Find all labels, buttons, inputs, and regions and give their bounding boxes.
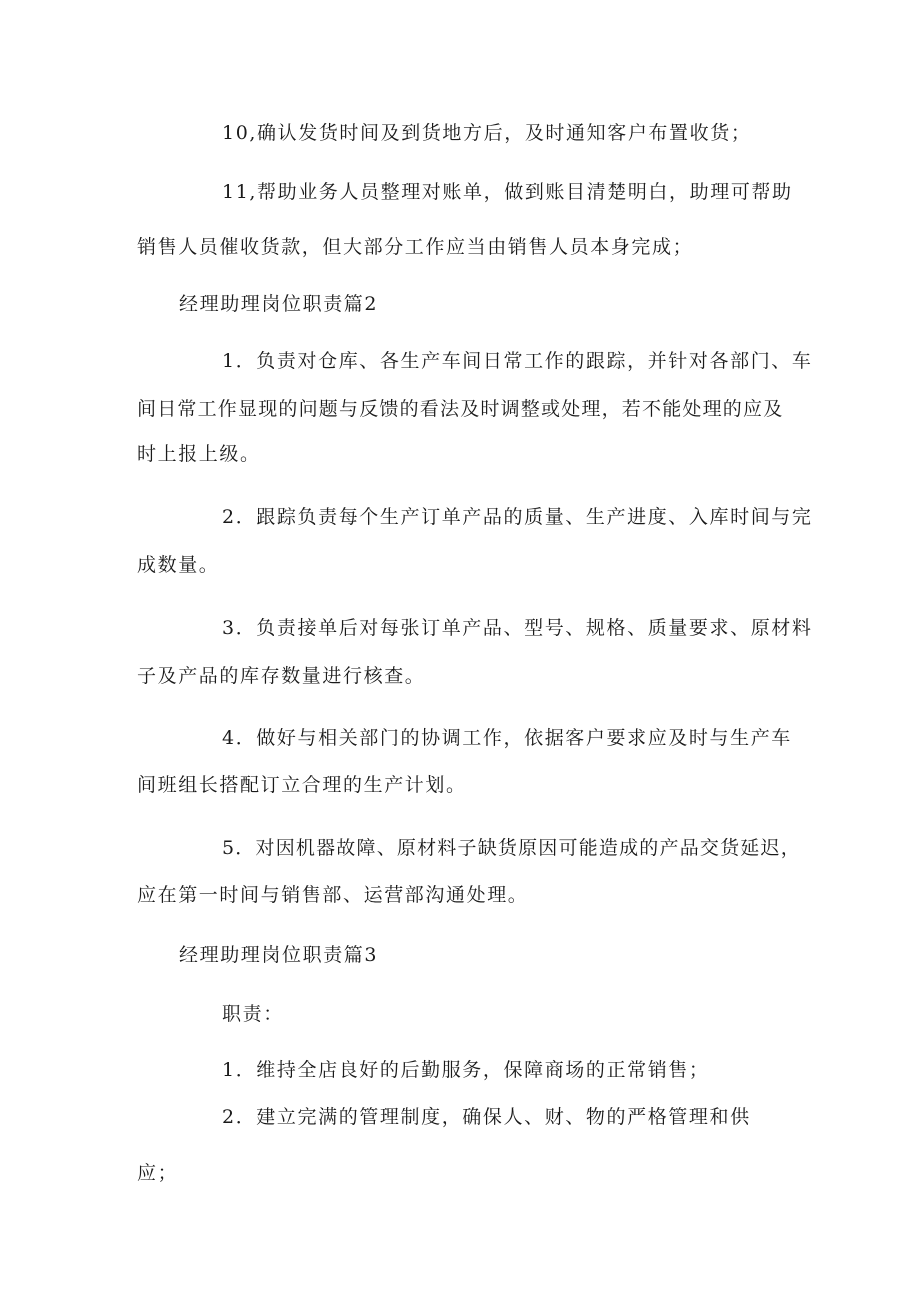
item-2-1-line-2: 间日常工作显现的问题与反馈的看法及时调整或处理，若不能处理的应及 <box>137 398 784 420</box>
item-2-1-line-3: 时上报上级。 <box>137 443 261 465</box>
paragraph-11-line-2: 销售人员催收货款，但大部分工作应当由销售人员本身完成； <box>137 236 694 258</box>
paragraph-11-line-1: 11,帮助业务人员整理对账单，做到账目清楚明白，助理可帮助 <box>222 181 793 203</box>
section-heading-3: 经理助理岗位职责篇3 <box>179 944 379 966</box>
item-2-2-line-1: 2．跟踪负责每个生产订单产品的质量、生产进度、入库时间与完 <box>222 506 813 528</box>
item-2-5-line-2: 应在第一时间与销售部、运营部沟通处理。 <box>137 884 529 906</box>
section-heading-2: 经理助理岗位职责篇2 <box>179 293 379 315</box>
item-3-2-line-2: 应； <box>137 1162 179 1184</box>
item-2-4-line-1: 4．做好与相关部门的协调工作，依据客户要求应及时与生产车 <box>222 727 792 749</box>
item-2-3-line-2: 子及产品的库存数量进行核查。 <box>137 665 426 687</box>
item-2-3-line-1: 3．负责接单后对每张订单产品、型号、规格、质量要求、原材料 <box>222 617 813 639</box>
item-3-2-line-1: 2．建立完满的管理制度，确保人、财、物的严格管理和供 <box>222 1106 751 1128</box>
item-2-5-line-1: 5．对因机器故障、原材料子缺货原因可能造成的产品交货延迟， <box>222 837 801 859</box>
paragraph-10: 10,确认发货时间及到货地方后，及时通知客户布置收货； <box>222 122 752 144</box>
duties-label: 职责： <box>222 1003 284 1025</box>
item-2-4-line-2: 间班组长搭配订立合理的生产计划。 <box>137 774 467 796</box>
item-2-2-line-2: 成数量。 <box>137 554 220 576</box>
item-3-1: 1．维持全店良好的后勤服务，保障商场的正常销售； <box>222 1059 710 1081</box>
item-2-1-line-1: 1．负责对仓库、各生产车间日常工作的跟踪，并针对各部门、车 <box>222 350 813 372</box>
